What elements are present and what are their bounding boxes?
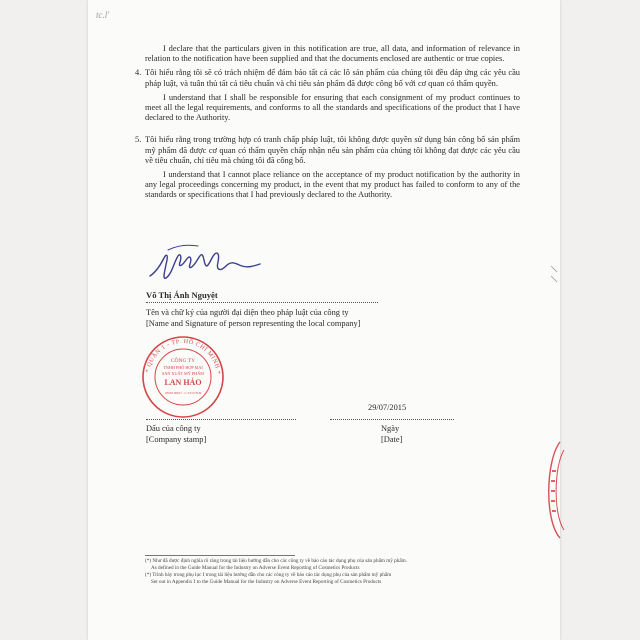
date-caption-en: [Date]: [381, 434, 403, 444]
date-caption: [381, 424, 402, 445]
margin-tick-icon: [548, 262, 560, 286]
footnote-1-en: As defined in the Guide Manual for the Industry on Adverse Event Reporting of Cosmetics Products: [151, 565, 360, 571]
item-4-english: I understand that I shall be responsible for ensuring that each consignment of my product continues to meet all the legal requirements, and conforms to all the standards and specifications of the product that I have declared to the Authority.: [145, 92, 520, 123]
date-caption-vi: Ngày: [381, 424, 400, 433]
signature-caption-en: [Name and Signature of person representing the local company]: [146, 318, 361, 328]
declaration-body: [135, 44, 520, 205]
seal-line-2: TNHH PHỔ HỢP MẠI: [163, 365, 203, 370]
item-5-english: I understand that I cannot place reliance on the acceptance of my product notification by the authority in any legal proceedings concerning my product, in the event that my product has failed to conform to any of the standards or specifications that I had previously declared to the Authority.: [145, 170, 520, 200]
stamp-caption: [146, 424, 206, 445]
signature-caption-vi: Tên và chữ ký của người đại diện theo pháp luật của công ty: [146, 308, 349, 317]
stamp-line: [146, 419, 296, 420]
footnote-1-vi: (*) Như đã được định nghĩa rõ ràng trong tài liệu hướng dẫn cho các công ty về báo cáo tác dụng phụ của sản phẩm mỹ phẩm.: [145, 558, 407, 564]
item-4-vi-text: Tôi hiểu rằng tôi sẽ có trách nhiệm để đảm bảo tất cả các lô sản phẩm của chúng tôi đều đáp ứng các yêu cầu pháp luật, và tuân thủ tất cả tiêu chuẩn và chỉ tiêu sản phẩm đã được công bố với cơ quan có thẩm quyền.: [145, 68, 520, 88]
item-4-number: 4.: [135, 68, 142, 78]
seal-company-name: LAN HẢO: [164, 378, 202, 387]
item-5-number: 5.: [135, 135, 142, 145]
company-seal-icon: [140, 334, 226, 420]
seal-id-text: 03063 00817 - C.T.T.N.H.H: [165, 391, 201, 395]
intro-paragraph: I declare that the particulars given in this notification are true, all data, and information of relevance in relation to the notification have been supplied and that the documents enclosed are authentic or true copies.: [145, 44, 520, 64]
item-5-vi-text: Tôi hiểu rằng trong trường hợp có tranh chấp pháp luật, tôi không được quyền sử dụng bản công bố sản phẩm mỹ phẩm đã được cơ quan có thẩm quyền chấp nhận nếu sản phẩm của chúng tôi không đạt được các yêu cầu về tiêu chuẩn, chỉ tiêu mà chúng tôi đã công bố.: [145, 135, 520, 165]
footnote-2-en: Set out in Appendix I to the Guide Manual for the Industry on Adverse Event Reporting of Cosmetics Products: [151, 579, 382, 585]
seal-line-3: SẢN XUẤT MỸ PHẨM: [162, 371, 204, 376]
signature-caption: [146, 308, 360, 329]
footnote-rule: [145, 555, 295, 556]
date-line: [330, 419, 454, 420]
item-4-vietnamese: [135, 68, 520, 88]
declaration-date: 29/07/2015: [368, 403, 407, 412]
corner-handwritten-mark: tc.l': [96, 10, 110, 20]
seal-ring-text: * QUẬN 1 - TP. HỒ CHÍ MINH *: [145, 338, 221, 375]
edge-seal-fragment-icon: [536, 440, 566, 540]
stamp-caption-en: [Company stamp]: [146, 434, 207, 444]
footnote-2-vi: (*) Trình bày trong phụ lục I trong tài liệu hướng dẫn cho các công ty về báo cáo tác dụng phụ của sản phẩm mỹ phẩm: [145, 572, 392, 578]
signature-line: [146, 302, 378, 303]
handwritten-signature-icon: [146, 236, 266, 288]
stamp-caption-vi: Dấu của công ty: [146, 424, 201, 433]
footnotes: [145, 558, 535, 586]
seal-line-top: CÔNG TY: [170, 358, 196, 364]
signer-name: Võ Thị Ánh Nguyệt: [146, 290, 218, 300]
item-5-vietnamese: [135, 135, 520, 166]
